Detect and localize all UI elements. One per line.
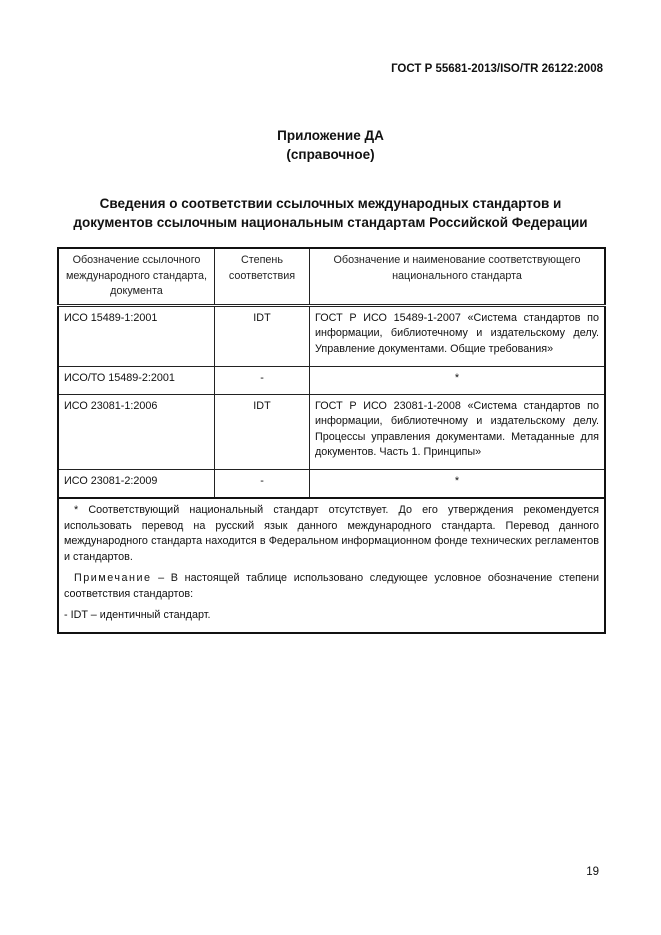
column-header-degree: Степень соответствия	[215, 248, 310, 305]
national-standard-cell: *	[310, 469, 606, 498]
table-row	[58, 366, 605, 394]
appendix-title: Приложение ДА	[277, 128, 384, 143]
reference-cell: ИСО 23081-1:2006	[58, 394, 215, 469]
national-standard-cell: ГОСТ Р ИСО 23081-1-2008 «Система стандартов по информации, библиотечному и издательскому делу. Процессы управления документами. Метаданные для документов. Часть 1. Принципы»	[310, 394, 606, 469]
reference-cell: ИСО/ТО 15489-2:2001	[58, 366, 215, 394]
degree-cell: IDT	[215, 305, 310, 366]
table-header-row	[58, 248, 605, 305]
national-standard-cell: *	[310, 366, 606, 394]
document-code: ГОСТ Р 55681-2013/ISO/TR 26122:2008	[391, 63, 603, 75]
table-notes	[58, 498, 605, 633]
page-number: 19	[586, 866, 599, 878]
appendix-subtitle: (справочное)	[286, 147, 375, 162]
column-header-reference: Обозначение ссылочного международного стандарта, документа	[58, 248, 215, 305]
degree-cell: -	[215, 366, 310, 394]
reference-cell: ИСО 23081-2:2009	[58, 469, 215, 498]
footnote: * Соответствующий национальный стандарт отсутствует. До его утверждения рекомендуется использовать перевод на русский язык данного международного стандарта. Перевод данного международного стандарта находится в Федеральном информационном фонде технических регламентов и стандартов.	[64, 504, 599, 563]
note	[64, 571, 599, 602]
section-title-line-1: Сведения о соответствии ссылочных международных стандартов и	[99, 196, 562, 211]
column-header-national: Обозначение и наименование соответствующего национального стандарта	[310, 248, 606, 305]
table-footer-row	[58, 498, 605, 633]
note-text: – В настоящей таблице использовано следующее условное обозначение степени соответствия стандартов:	[64, 572, 599, 600]
note-label: Примечание	[74, 572, 152, 584]
standards-correspondence-table	[57, 247, 606, 634]
table-row	[58, 305, 605, 366]
legend: - IDT – идентичный стандарт.	[64, 609, 211, 621]
degree-cell: -	[215, 469, 310, 498]
degree-cell: IDT	[215, 394, 310, 469]
reference-cell: ИСО 15489-1:2001	[58, 305, 215, 366]
section-title-line-2: документов ссылочным национальным стандартам Российской Федерации	[73, 215, 588, 230]
table-row	[58, 469, 605, 498]
table-row	[58, 394, 605, 469]
section-title	[40, 194, 621, 232]
national-standard-cell: ГОСТ Р ИСО 15489-1-2007 «Система стандартов по информации, библиотечному и издательскому делу. Управление документами. Общие требования»	[310, 305, 606, 366]
